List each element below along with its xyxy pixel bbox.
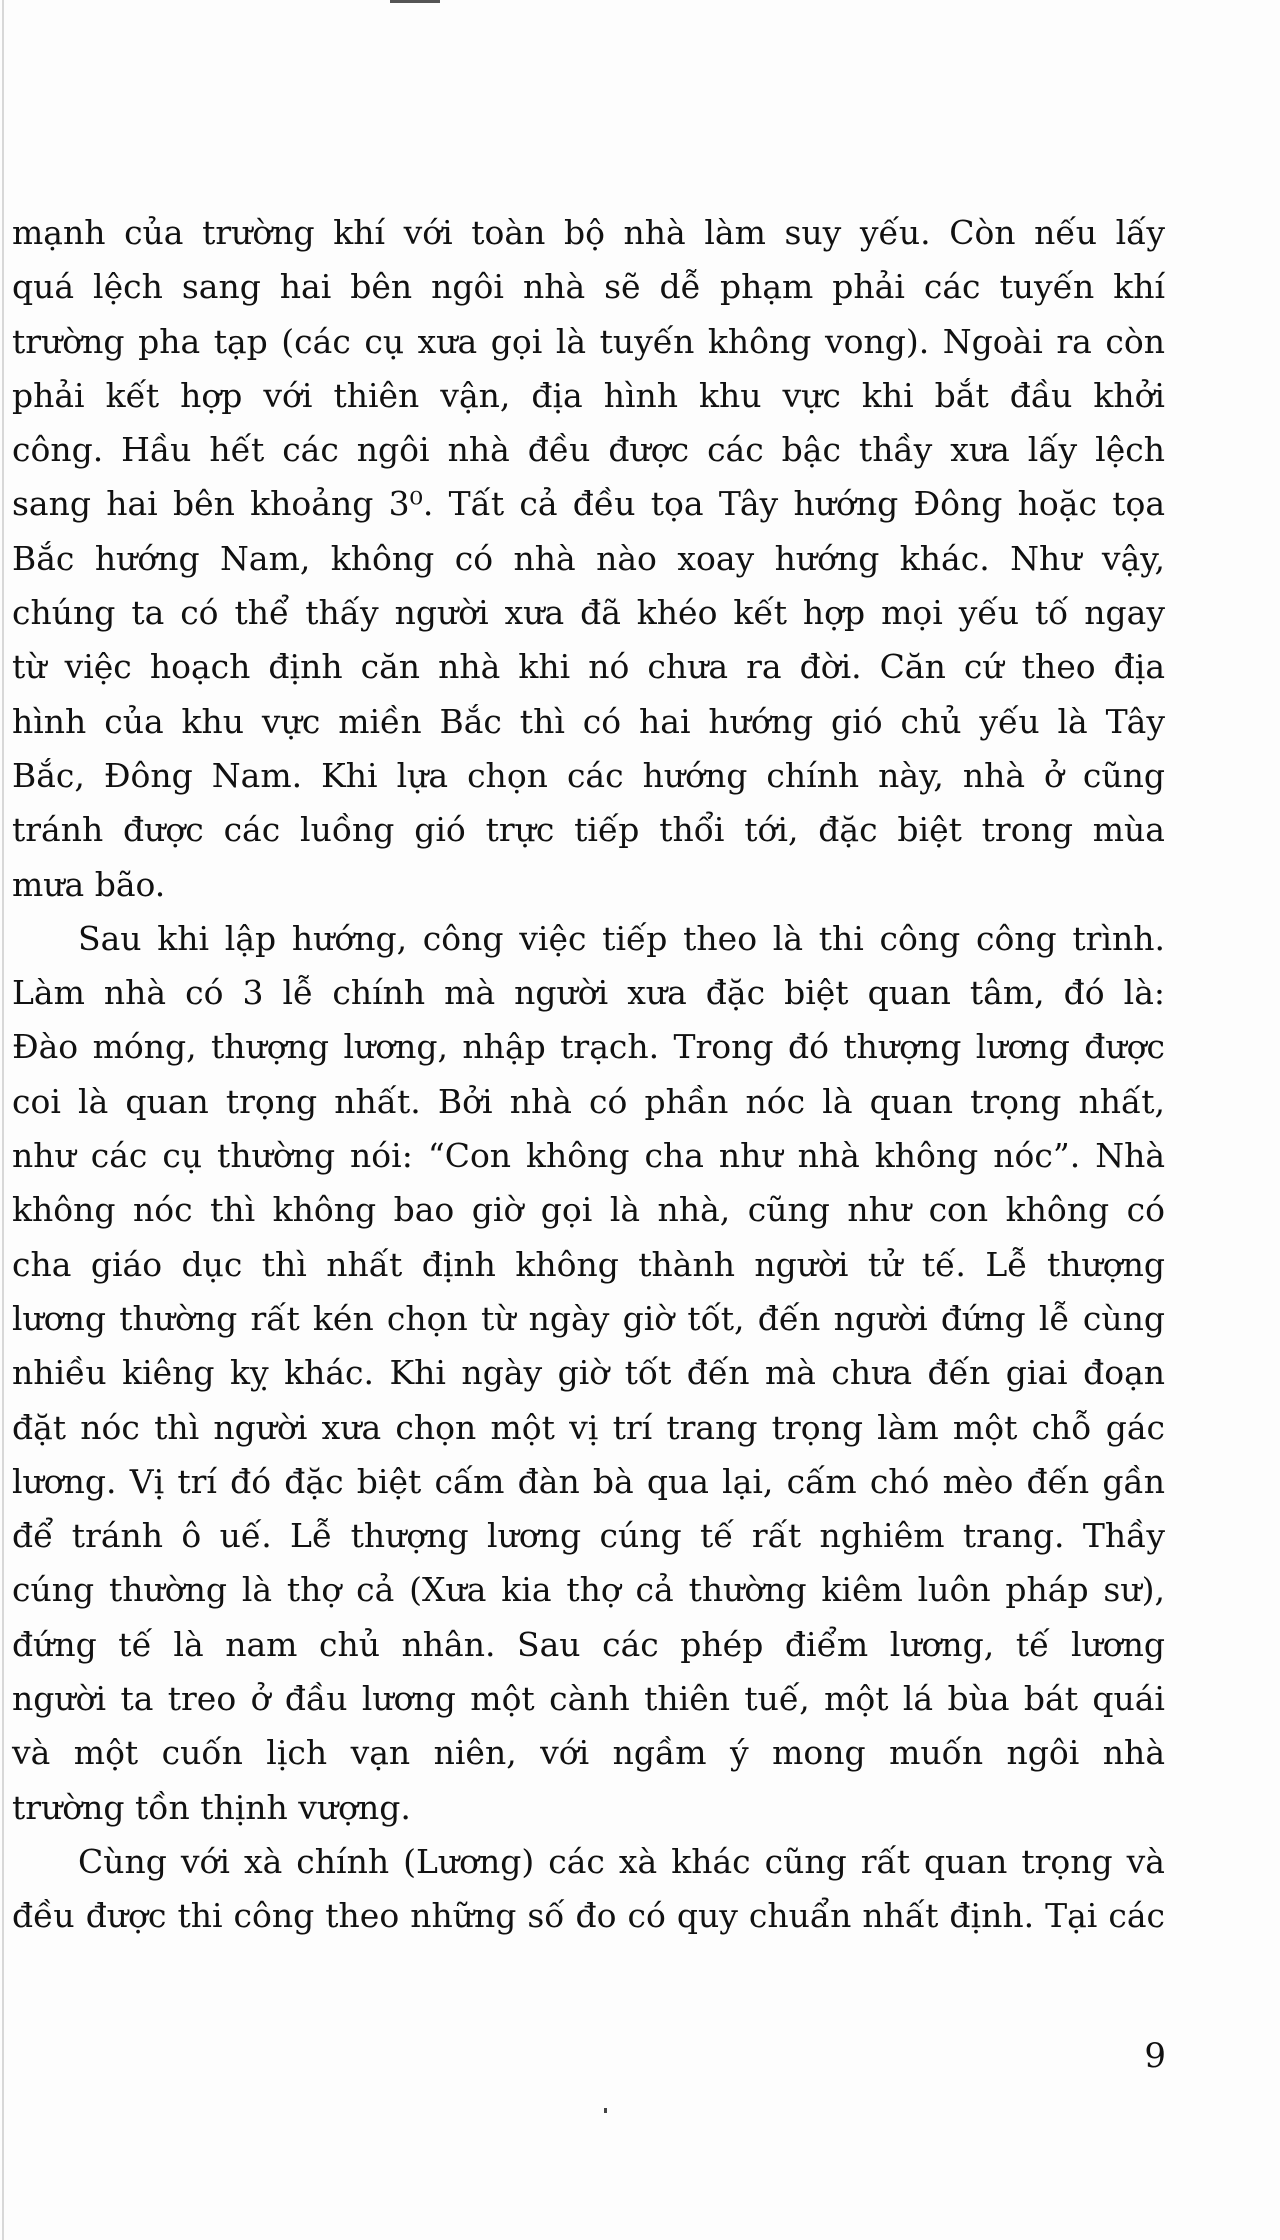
text-line: lương. Vị trí đó đặc biệt cấm đàn bà qua lại, cấm chó mèo đến gần — [12, 1461, 1165, 1501]
text-line: và một cuốn lịch vạn niên, với ngầm ý mong muốn ngôi nhà — [12, 1733, 1165, 1773]
text-line: như các cụ thường nói: “Con không cha như nhà không nóc”. Nhà — [12, 1136, 1165, 1176]
text-line: cha giáo dục thì nhất định không thành người tử tế. Lễ thượng — [12, 1244, 1165, 1284]
paragraph-start-line: Cùng với xà chính (Lương) các xà khác cũng rất quan trọng và — [78, 1841, 1165, 1881]
text-line: lương thường rất kén chọn từ ngày giờ tốt, đến người đứng lễ cùng — [12, 1298, 1165, 1338]
text-line: cúng thường là thợ cả (Xưa kia thợ cả thường kiêm luôn pháp sư), — [12, 1570, 1165, 1610]
text-line: đứng tế là nam chủ nhân. Sau các phép điểm lương, tế lương — [12, 1624, 1165, 1664]
text-line: Làm nhà có 3 lễ chính mà người xưa đặc biệt quan tâm, đó là: — [12, 973, 1165, 1013]
text-line: phải kết hợp với thiên vận, địa hình khu vực khi bắt đầu khởi — [12, 375, 1165, 415]
text-line: để tránh ô uế. Lễ thượng lương cúng tế rất nghiêm trang. Thầy — [12, 1516, 1165, 1556]
text-line: quá lệch sang hai bên ngôi nhà sẽ dễ phạm phải các tuyến khí — [12, 267, 1165, 307]
paragraph-start-line: Sau khi lập hướng, công việc tiếp theo là thi công công trình. — [78, 918, 1165, 958]
text-line: trường tồn thịnh vượng. — [12, 1787, 411, 1827]
scan-speck — [604, 2108, 607, 2113]
text-line: từ việc hoạch định căn nhà khi nó chưa ra đời. Căn cứ theo địa — [12, 647, 1165, 687]
text-line: mạnh của trường khí với toàn bộ nhà làm suy yếu. Còn nếu lấy — [12, 213, 1165, 252]
text-line: người ta treo ở đầu lương một cành thiên tuế, một lá bùa bát quái — [12, 1679, 1165, 1719]
text-line: coi là quan trọng nhất. Bởi nhà có phần nóc là quan trọng nhất, — [12, 1081, 1165, 1121]
text-line: nhiều kiêng kỵ khác. Khi ngày giờ tốt đến mà chưa đến giai đoạn — [12, 1353, 1165, 1393]
text-line: Bắc hướng Nam, không có nhà nào xoay hướng khác. Như vậy, — [12, 538, 1165, 578]
text-line: Đào móng, thượng lương, nhập trạch. Trong đó thượng lương được — [12, 1027, 1165, 1067]
text-line: không nóc thì không bao giờ gọi là nhà, cũng như con không có — [12, 1190, 1165, 1230]
text-line: mưa bão. — [12, 864, 166, 904]
text-line: sang hai bên khoảng 3⁰. Tất cả đều tọa Tây hướng Đông hoặc tọa — [12, 484, 1165, 524]
scan-edge — [2, 0, 4, 2240]
text-line: công. Hầu hết các ngôi nhà đều được các bậc thầy xưa lấy lệch — [12, 430, 1165, 470]
text-line: chúng ta có thể thấy người xưa đã khéo kết hợp mọi yếu tố ngay — [12, 593, 1165, 633]
text-line: hình của khu vực miền Bắc thì có hai hướng gió chủ yếu là Tây — [12, 701, 1165, 741]
top-mark — [390, 0, 440, 3]
text-line: đều được thi công theo những số đo có quy chuẩn nhất định. Tại các — [12, 1896, 1165, 1936]
text-line: trường pha tạp (các cụ xưa gọi là tuyến không vong). Ngoài ra còn — [12, 321, 1165, 361]
text-line: tránh được các luồng gió trực tiếp thổi tới, đặc biệt trong mùa — [12, 810, 1165, 850]
page-number: 9 — [1144, 2036, 1166, 2076]
text-line: đặt nóc thì người xưa chọn một vị trí trang trọng làm một chỗ gác — [12, 1407, 1165, 1447]
body-text — [12, 206, 1165, 1944]
text-line: Bắc, Đông Nam. Khi lựa chọn các hướng chính này, nhà ở cũng — [12, 755, 1165, 795]
